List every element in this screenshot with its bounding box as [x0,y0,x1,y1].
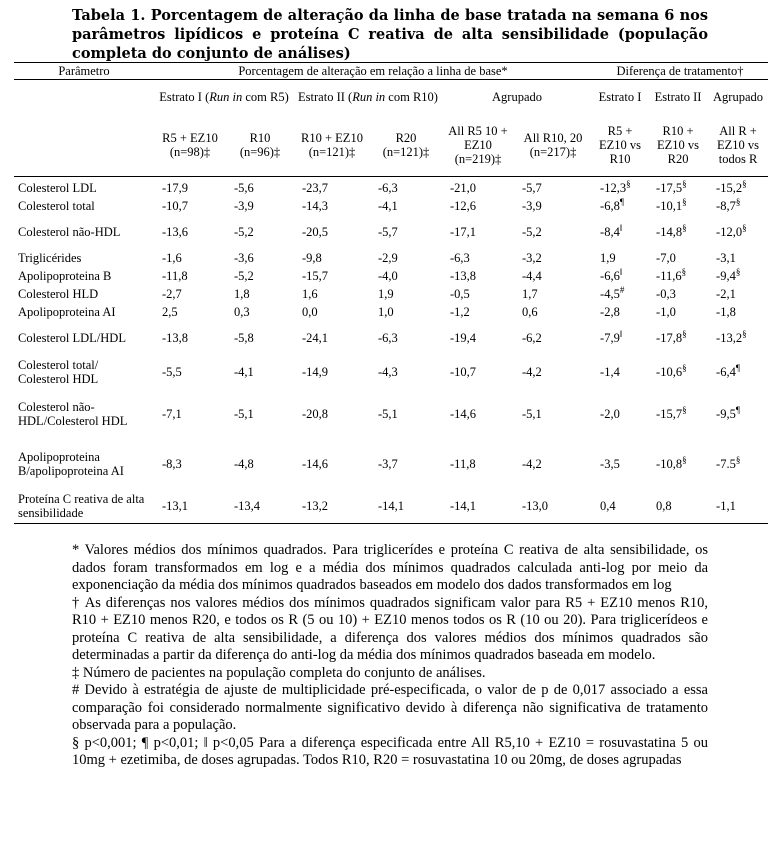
diff-value: -13,2 [716,331,743,345]
significance-mark: § [682,328,687,339]
cell-value: -5,2 [234,269,254,283]
cell-value: -14,3 [302,199,329,213]
cell-value: -13,8 [450,269,477,283]
significance-mark: § [626,178,631,189]
cell-diff [648,321,708,355]
row-param: Proteína C reativa de alta sensibilidade [14,489,154,523]
table-row [14,303,768,321]
cell-value: -14,6 [450,407,477,421]
cell-value: -6,3 [378,181,398,195]
diff-value: -1,0 [656,305,676,319]
cell-value: -3,9 [522,199,542,213]
table-row [14,267,768,285]
cell-diff [648,355,708,389]
cell-value: -20,8 [302,407,329,421]
cell-diff [592,389,648,439]
cell-value: -4,2 [522,365,542,379]
table-title: Tabela 1. Porcentagem de alteração da linha de base tratada na semana 6 nos parâmetros lipídicos e proteína C reativa de alta sensibilidade (população completa do conjunto de análises) [72,7,708,62]
header-estrato-1: Estrato I (Run in com R5) [159,90,289,104]
diff-value: -2,1 [716,287,736,301]
significance-mark: # [619,284,625,295]
cell-value: -20,5 [302,225,329,239]
cell-value: -24,1 [302,331,329,345]
row-param: Colesterol HLD [18,287,99,301]
cell-value: -5,1 [378,407,398,421]
cell-diff [648,267,708,285]
cell-diff [648,285,708,303]
row-param: Colesterol total/ Colesterol HDL [18,358,99,386]
cell-diff [708,197,768,215]
footnotes [72,542,708,770]
significance-mark: § [735,196,741,207]
cell-value: -5,7 [522,181,542,195]
diff-value: 0,8 [656,498,672,513]
significance-mark: § [682,222,687,233]
significance-mark: § [682,196,687,207]
cell-value: 1,0 [378,305,394,319]
cell-diff [592,321,648,355]
diff-value: -7,9 [600,331,620,345]
cell-value: -5,2 [522,225,542,239]
cell-value: -13,1 [154,489,226,523]
lipid-table [14,62,768,524]
diff-value: -17,8 [656,331,683,345]
cell-value: 0,0 [302,305,318,319]
cell-diff [648,249,708,267]
diff-value: -7,0 [656,251,676,265]
diff-value: -8,7 [716,199,736,213]
cell-diff [708,303,768,321]
table-row [14,197,768,215]
header-param: Parâmetro [14,63,154,80]
cell-value: -14,1 [370,489,442,523]
cell-diff [592,489,648,523]
cell-value: -3,9 [234,199,254,213]
diff-value: -9,5 [716,407,736,421]
footnote: † As diferenças nos valores médios dos mínimos quadrados significam valor para R5 + EZ10 menos R10, R10 + EZ10 menos R20, e todos os R (5 ou 10) + EZ10 menos todos os R (10 ou 20). Para triglicerídeos e proteína C reativa de alta sensibilidade, a diferença dos valores médios dos mínimos quadrados são determinadas a partir da diferença do anti-log da média dos mínimos quadrados baseada em modelo. [72,594,708,663]
col-header: All R5 10 + EZ10 (n=219)‡ [442,114,514,177]
row-param: Apolipoproteina B/apolipoproteina AI [18,450,124,478]
cell-value: -12,6 [450,199,477,213]
diff-value: -1,4 [600,365,620,379]
diff-value: -2,0 [600,407,620,421]
cell-diff [648,179,708,197]
significance-mark: § [735,266,741,277]
cell-value: -9,8 [302,251,322,265]
diff-value: -14,8 [656,225,683,239]
cell-value: -19,4 [450,331,477,345]
cell-value: -3,6 [234,251,254,265]
cell-diff [708,489,768,523]
cell-value: -4,2 [522,457,542,471]
diff-value: -12,0 [716,225,743,239]
diff-value: -1,1 [716,498,736,513]
cell-value: -3,7 [378,457,398,471]
header-diff-group: Diferença de tratamento† [592,63,768,80]
table-row [14,439,768,489]
cell-value: -2,7 [162,287,182,301]
cell-value: -13,0 [514,489,592,523]
row-param: Colesterol LDL/HDL [18,331,126,345]
cell-value: 1,6 [302,287,318,301]
cell-value: -11,8 [162,269,188,283]
cell-value: -14,1 [442,489,514,523]
diff-value: -11,6 [656,269,682,283]
significance-mark: ¶ [735,362,740,373]
cell-value: 1,7 [522,287,538,301]
row-param: Colesterol não-HDL [18,225,121,239]
header-diff-estrato-2: Estrato II [654,90,702,104]
significance-mark: § [735,454,741,465]
cell-value: -4,1 [378,199,398,213]
cell-value: -7,1 [162,407,182,421]
cell-value: 1,8 [234,287,250,301]
cell-value: -14,9 [302,365,329,379]
significance-mark: § [682,404,687,415]
col-header: R20 (n=121)‡ [370,114,442,177]
footnote: § p<0,001; ¶ p<0,01; ‖ p<0,05 Para a diferença especificada entre All R5,10 + EZ10 = rosuvastatina 5 ou 10mg + ezetimiba, de doses agrupadas. Todos R10, R20 = rosuvastatina 10 ou 20mg, de doses agrupadas [72,734,708,768]
col-header: R5 + EZ10 vs R10 [592,114,648,177]
cell-value: -5,6 [234,181,254,195]
diff-value: -9,4 [716,269,736,283]
cell-value: -1,2 [450,305,470,319]
cell-value: -17,1 [450,225,477,239]
cell-value: -6,3 [450,251,470,265]
row-param: Apolipoproteina AI [18,305,116,319]
cell-value: -5,7 [378,225,398,239]
significance-mark: ‖ [619,328,623,339]
cell-value: -8,3 [162,457,182,471]
row-param: Colesterol não-HDL/Colesterol HDL [18,400,128,428]
cell-value: -10,7 [450,365,477,379]
cell-value: -13,2 [294,489,370,523]
cell-diff [592,355,648,389]
diff-value: 0,4 [600,498,616,513]
cell-diff [708,179,768,197]
cell-diff [648,303,708,321]
col-header: R5 + EZ10 (n=98)‡ [154,114,226,177]
header-agrupado-1: Agrupado [492,90,543,104]
cell-value: -6,2 [522,331,542,345]
table-row [14,389,768,439]
cell-value: -4,0 [378,269,398,283]
cell-diff [708,321,768,355]
cell-value: -17,9 [162,181,189,195]
cell-diff [708,249,768,267]
diff-value: 1,9 [600,251,616,265]
row-param: Colesterol total [18,199,95,213]
cell-value: -13,8 [162,331,189,345]
significance-mark: ‖ [619,222,623,233]
cell-diff [592,439,648,489]
header-pct-group: Porcentagem de alteração em relação a linha de base* [154,63,592,80]
cell-diff [708,285,768,303]
diff-value: -15,7 [656,407,683,421]
diff-value: -15,2 [716,181,743,195]
diff-value: -7.5 [716,457,736,471]
significance-mark: ‖ [619,266,623,277]
cell-value: -6,3 [378,331,398,345]
diff-value: -10,6 [656,365,683,379]
cell-diff [708,267,768,285]
diff-value: -6,8 [600,199,620,213]
cell-value: -23,7 [302,181,329,195]
cell-value: -5,1 [234,407,254,421]
col-header: All R + EZ10 vs todos R [708,114,768,177]
table-row [14,249,768,267]
cell-value: -11,8 [450,457,476,471]
cell-value: -5,5 [162,365,182,379]
cell-diff [708,389,768,439]
significance-mark: § [742,222,747,233]
significance-mark: § [742,328,747,339]
diff-value: -3,5 [600,457,620,471]
table-row [14,489,768,523]
header-agrupado-2: Agrupado [713,90,764,104]
cell-diff [708,215,768,249]
col-header: R10 + EZ10 vs R20 [648,114,708,177]
cell-value: -4,4 [522,269,542,283]
diff-value: -6,6 [600,269,620,283]
diff-value: -10,1 [656,199,683,213]
significance-mark: § [681,266,687,277]
diff-value: -1,8 [716,305,736,319]
diff-value: -6,4 [716,365,736,379]
diff-value: -17,5 [656,181,683,195]
diff-value: -8,4 [600,225,620,239]
cell-value: -21,0 [450,181,477,195]
cell-value: 0,3 [234,305,250,319]
cell-value: -4,8 [234,457,254,471]
table-row [14,285,768,303]
significance-mark: § [682,454,687,465]
cell-value: -1,6 [162,251,182,265]
significance-mark: ¶ [735,404,740,415]
cell-value: -5,2 [234,225,254,239]
significance-mark: ¶ [619,196,624,207]
cell-value: -13,6 [162,225,189,239]
header-diff-estrato-1: Estrato I [598,90,642,104]
cell-diff [592,267,648,285]
significance-mark: § [742,178,747,189]
cell-value: -4,1 [234,365,254,379]
cell-value: 0,6 [522,305,538,319]
cell-value: -4,3 [378,365,398,379]
significance-mark: § [682,178,687,189]
col-header: All R10, 20 (n=217)‡ [514,114,592,177]
cell-diff [648,215,708,249]
cell-value: -3,2 [522,251,542,265]
table-row [14,179,768,197]
cell-diff [648,389,708,439]
diff-value: -2,8 [600,305,620,319]
cell-diff [592,303,648,321]
diff-value: -10,8 [656,457,683,471]
col-header: R10 (n=96)‡ [226,114,294,177]
cell-diff [592,179,648,197]
diff-value: -12,3 [600,181,627,195]
cell-value: -5,8 [234,331,254,345]
cell-value: 2,5 [162,305,178,319]
cell-value: 1,9 [378,287,394,301]
diff-value: -4,5 [600,287,620,301]
footnote: ‡ Número de pacientes na população completa do conjunto de análises. [72,664,486,681]
cell-diff [592,215,648,249]
col-header: R10 + EZ10 (n=121)‡ [294,114,370,177]
significance-mark: § [682,362,687,373]
row-param: Triglicérides [18,251,82,265]
footnote: # Devido à estratégia de ajuste de multiplicidade pré-especificada, o valor de p de 0,017 associado a essa comparação foi considerado normalmente significativo devido à diferença não significativa de tratamento observada para a população. [72,682,708,733]
cell-diff [592,197,648,215]
cell-diff [648,489,708,523]
cell-value: -14,6 [302,457,329,471]
table-row [14,321,768,355]
cell-value: -0,5 [450,287,470,301]
row-param: Apolipoproteina B [18,269,112,283]
diff-value: -0,3 [656,287,676,301]
cell-value: -10,7 [162,199,189,213]
table-row [14,215,768,249]
cell-diff [648,439,708,489]
cell-diff [648,197,708,215]
cell-value: -5,1 [522,407,542,421]
footnote: * Valores médios dos mínimos quadrados. Para triglicerídes e proteína C reativa de alta sensibilidade, os dados foram transformados em log e a média dos mínimos quadrados calculada anti-log por meio da exponenciação da média dos mínimos quadrados baseados em modelo dos dados transformados em log [72,542,708,593]
row-param: Colesterol LDL [18,181,97,195]
cell-diff [708,439,768,489]
table-row [14,355,768,389]
cell-diff [708,355,768,389]
cell-value: -2,9 [378,251,398,265]
cell-diff [592,285,648,303]
diff-value: -3,1 [716,251,736,265]
cell-value: -13,4 [226,489,294,523]
header-estrato-2: Estrato II (Run in com R10) [298,90,438,104]
cell-value: -15,7 [302,269,329,283]
cell-diff [592,249,648,267]
